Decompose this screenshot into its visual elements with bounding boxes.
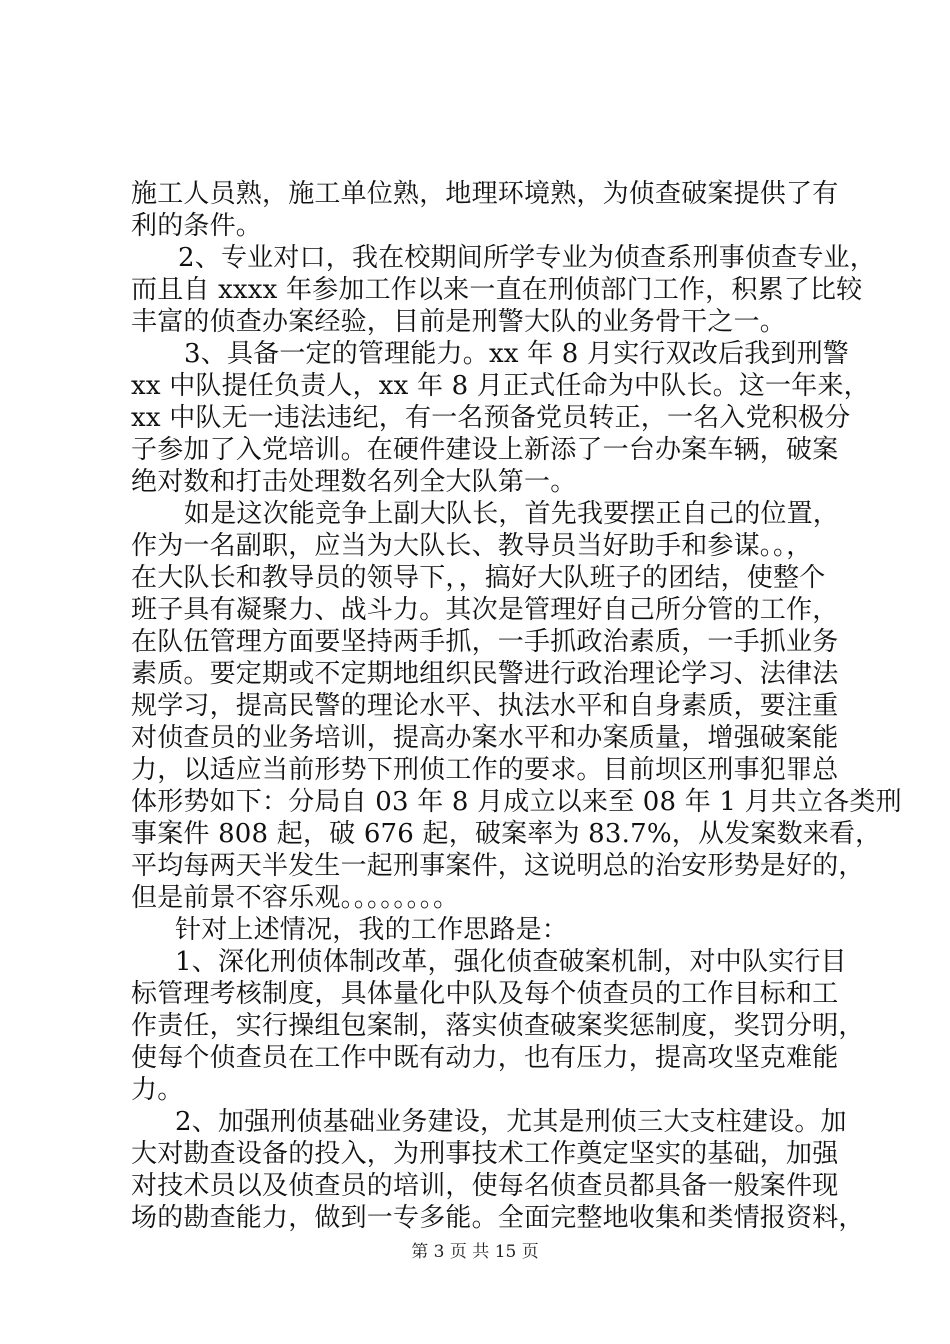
- text-line: 作责任，实行操组包案制，落实侦查破案奖惩制度，奖罚分明，: [131, 1011, 865, 1041]
- text-line: 力，以适应当前形势下刑侦工作的要求。目前坝区刑事犯罪总: [131, 755, 839, 785]
- text-line: 平均每两天半发生一起刑事案件，这说明总的治安形势是好的，: [131, 851, 865, 881]
- text-line: 事案件 808 起，破 676 起，破案率为 83.7%，从发案数来看，: [131, 819, 882, 849]
- text-line: 丰富的侦查办案经验，目前是刑警大队的业务骨干之一。: [131, 307, 787, 337]
- text-line: 标管理考核制度，具体量化中队及每个侦查员的工作目标和工: [131, 979, 839, 1009]
- text-line: 作为一名副职，应当为大队长、教导员当好助手和参谋。。，: [131, 531, 813, 561]
- text-line: 规学习，提高民警的理论水平、执法水平和自身素质，要注重: [131, 691, 839, 721]
- text-line: 利的条件。: [131, 211, 263, 241]
- text-line: 2、加强刑侦基础业务建设，尤其是刑侦三大支柱建设。加: [175, 1107, 847, 1137]
- text-line: 在大队长和教导员的领导下，，搞好大队班子的团结，使整个: [131, 563, 826, 593]
- text-line: 体形势如下：分局自 03 年 8 月成立以来至 08 年 1 月共立各类刑: [131, 787, 902, 817]
- text-line: 3、具备一定的管理能力。xx 年 8 月实行双改后我到刑警: [184, 339, 850, 369]
- text-line: 素质。要定期或不定期地组织民警进行政治理论学习、法律法: [131, 659, 839, 689]
- text-line: 施工人员熟，施工单位熟，地理环境熟，为侦查破案提供了有: [131, 179, 839, 209]
- text-line: 大对勘查设备的投入，为刑事技术工作奠定坚实的基础，加强: [131, 1139, 839, 1169]
- text-line: 1、深化刑侦体制改革，强化侦查破案机制，对中队实行目: [175, 947, 847, 977]
- text-line: 对技术员以及侦查员的培训，使每名侦查员都具备一般案件现: [131, 1171, 839, 1201]
- text-line: 子参加了入党培训。在硬件建设上新添了一台办案车辆，破案: [131, 435, 839, 465]
- text-line: 而且自 xxxx 年参加工作以来一直在刑侦部门工作，积累了比较: [131, 275, 863, 305]
- text-line: 场的勘查能力，做到一专多能。全面完整地收集和类情报资料，: [131, 1203, 865, 1233]
- text-line: 力。: [131, 1075, 184, 1105]
- text-line: 对侦查员的业务培训，提高办案水平和办案质量，增强破案能: [131, 723, 839, 753]
- text-line: 但是前景不容乐观。。。。。。。。: [131, 883, 460, 913]
- text-line: 在队伍管理方面要坚持两手抓，一手抓政治素质，一手抓业务: [131, 627, 839, 657]
- text-line: 使每个侦查员在工作中既有动力，也有压力，提高攻坚克难能: [131, 1043, 839, 1073]
- text-line: xx 中队提任负责人，xx 年 8 月正式任命为中队长。这一年来，: [131, 371, 870, 401]
- text-line: 如是这次能竞争上副大队长，首先我要摆正自己的位置，: [184, 499, 840, 529]
- text-line: 班子具有凝聚力、战斗力。其次是管理好自己所分管的工作，: [131, 595, 839, 625]
- text-line: 针对上述情况，我的工作思路是：: [175, 915, 569, 945]
- page-number-footer: 第 3 页 共 15 页: [411, 1242, 539, 1262]
- text-line: xx 中队无一违法违纪，有一名预备党员转正，一名入党积极分: [131, 403, 851, 433]
- text-line: 2、专业对口，我在校期间所学专业为侦查系刑事侦查专业，: [178, 243, 876, 273]
- text-line: 绝对数和打击处理数名列全大队第一。: [131, 467, 577, 497]
